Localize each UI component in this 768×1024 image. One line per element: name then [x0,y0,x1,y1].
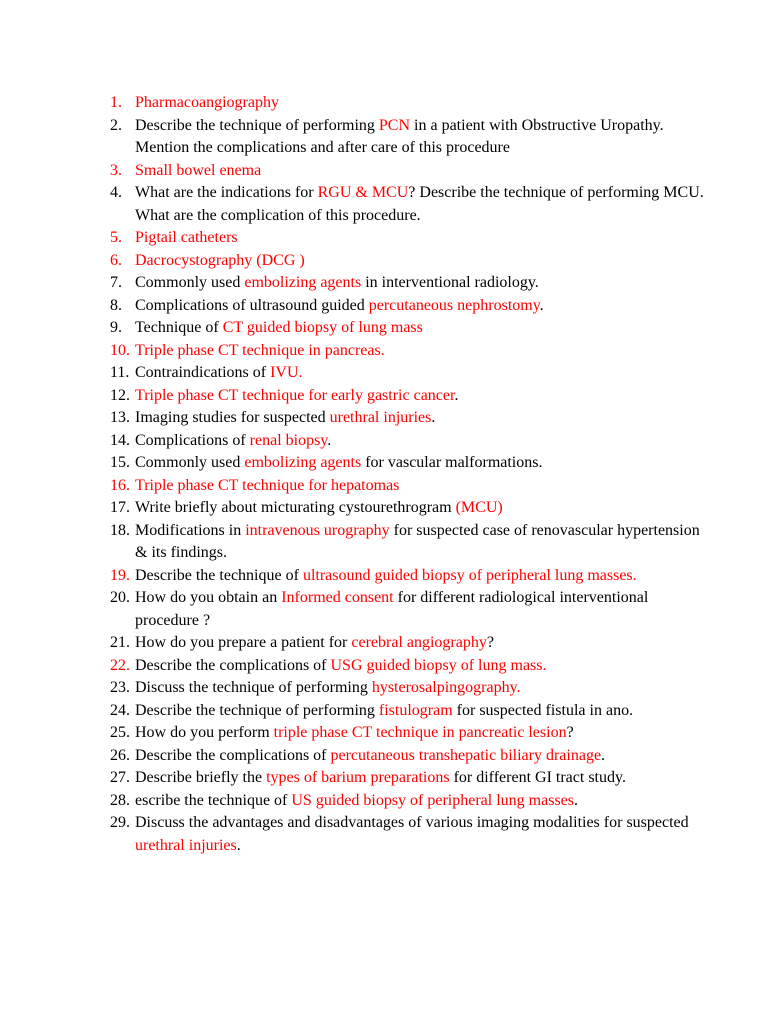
question-text: Complications of ultrasound guided [135,296,369,314]
question-item [110,475,710,498]
question-text: Describe the technique of performing [135,701,379,719]
question-item [110,92,710,115]
question-item [110,565,710,588]
highlighted-term: Pigtail catheters [135,229,238,246]
question-text: Imaging studies for suspected [135,409,330,426]
question-item [110,407,710,430]
highlighted-term: ultrasound guided biopsy of peripheral lung masses. [302,566,637,584]
question-item [110,812,710,857]
question-text: . [574,791,578,809]
question-text: for suspected case of renovascular hypertension & its findings. [135,521,704,561]
question-number: 29. [110,814,130,831]
question-number: 5. [110,229,122,246]
question-item [110,520,710,565]
highlighted-term: PCN [378,116,411,134]
question-text: ? [486,634,494,651]
question-number: 8. [110,296,122,314]
question-number: 18. [110,521,130,539]
question-text: Describe the complications of [135,746,331,764]
question-text: Commonly used [135,454,245,471]
highlighted-term: Small bowel enema [135,161,262,179]
highlighted-term: (MCU) [455,499,503,516]
question-number: 2. [110,116,122,134]
question-text: How do you prepare a patient for [135,634,352,651]
highlighted-term: renal biopsy [249,431,328,449]
question-item [110,790,710,813]
question-text: Describe the complications of [135,656,331,674]
question-text: . [539,296,544,314]
question-number: 14. [110,431,130,449]
highlighted-term: percutaneous nephrostomy [368,296,540,314]
highlighted-term: urethral injuries [329,409,432,426]
question-number: 25. [110,724,130,741]
question-number: 15. [110,454,130,471]
question-number: 23. [110,679,130,696]
highlighted-term: fistulogram [378,701,453,719]
highlighted-term: Triple phase CT technique in pancreas. [135,341,385,359]
highlighted-term: percutaneous transhepatic biliary drainage [330,746,602,764]
question-number: 22. [110,656,130,674]
highlighted-term: embolizing agents [244,454,362,471]
question-number: 24. [110,701,130,719]
highlighted-term: cerebral angiography [351,634,487,651]
highlighted-term: Pharmacoangiography [135,94,279,111]
question-number: 11. [110,364,130,381]
question-text: . [431,409,436,426]
question-text: Discuss the advantages and disadvantages of various imaging modalities for suspected [135,814,693,831]
question-number: 12. [110,386,130,404]
question-item [110,250,710,273]
highlighted-term: hysterosalpingography. [371,679,521,696]
question-item [110,115,710,160]
question-text: Modifications in [135,521,246,539]
question-item [110,317,710,340]
highlighted-term: urethral injuries [135,836,237,854]
question-text: . [601,746,606,764]
question-text: Commonly used [135,274,245,291]
question-text: for vascular malformations. [361,454,543,471]
highlighted-term: Dacrocystography (DCG ) [135,251,305,269]
question-text: for different radiological interventional procedure ? [135,589,653,629]
question-number: 7. [110,274,122,291]
question-number: 27. [110,769,130,786]
question-item [110,430,710,453]
question-text: Describe the technique of performing [135,116,379,134]
question-number: 21. [110,634,130,651]
question-item [110,632,710,655]
highlighted-term: USG guided biopsy of lung mass. [330,656,547,674]
question-number: 28. [110,791,130,809]
question-item [110,722,710,745]
question-text: in a patient with Obstructive Uropathy. Mention the complications and after care of this procedure [135,116,668,156]
highlighted-term: RGU & MCU [317,184,409,201]
question-number: 26. [110,746,130,764]
question-text: How do you obtain an [135,589,282,606]
question-item [110,677,710,700]
highlighted-term: Triple phase CT technique for hepatomas [135,476,400,494]
question-text: . [236,836,241,854]
question-text: Technique of [135,319,223,336]
question-text: for different GI tract study. [449,769,626,786]
question-text: Discuss the technique of performing [135,679,372,696]
question-text: What are the indications for [135,184,318,201]
question-number: 10. [110,341,130,359]
question-number: 4. [110,184,122,201]
question-list [110,92,710,857]
question-item [110,700,710,723]
highlighted-term: triple phase CT technique in pancreatic lesion [273,724,567,741]
highlighted-term: Triple phase CT technique for early gastric cancer [135,386,455,404]
question-item [110,362,710,385]
highlighted-term: US guided biopsy of peripheral lung masses [291,791,574,809]
question-text: ? [566,724,574,741]
question-text: in interventional radiology. [361,274,539,291]
question-item [110,767,710,790]
highlighted-term: types of barium preparations [266,769,450,786]
highlighted-term: Informed consent [281,589,394,606]
question-item [110,272,710,295]
question-item [110,655,710,678]
highlighted-term: CT guided biopsy of lung mass [222,319,423,336]
question-item [110,295,710,318]
question-text: . [327,431,332,449]
question-number: 1. [110,94,122,111]
question-text: . [454,386,459,404]
question-number: 19. [110,566,130,584]
highlighted-term: IVU. [270,364,303,381]
question-item [110,587,710,632]
question-text: Write briefly about micturating cystourethrogram [135,499,456,516]
question-number: 13. [110,409,130,426]
question-item [110,340,710,363]
question-text: Complications of [135,431,250,449]
question-item [110,385,710,408]
question-item [110,227,710,250]
question-text: escribe the technique of [135,791,292,809]
question-item [110,452,710,475]
question-text: Contraindications of [135,364,271,381]
question-item [110,160,710,183]
question-number: 20. [110,589,130,606]
question-item [110,745,710,768]
question-number: 16. [110,476,130,494]
question-text: ? Describe the technique of performing MCU. What are the complication of this procedure. [135,184,708,224]
question-text: for suspected fistula in ano. [452,701,634,719]
question-text: Describe briefly the [135,769,267,786]
question-number: 17. [110,499,130,516]
question-text: Describe the technique of [135,566,303,584]
question-number: 3. [110,161,122,179]
highlighted-term: intravenous urography [245,521,390,539]
question-number: 9. [110,319,122,336]
question-item [110,182,710,227]
question-item [110,497,710,520]
question-number: 6. [110,251,122,269]
question-text: How do you perform [135,724,274,741]
highlighted-term: embolizing agents [244,274,362,291]
